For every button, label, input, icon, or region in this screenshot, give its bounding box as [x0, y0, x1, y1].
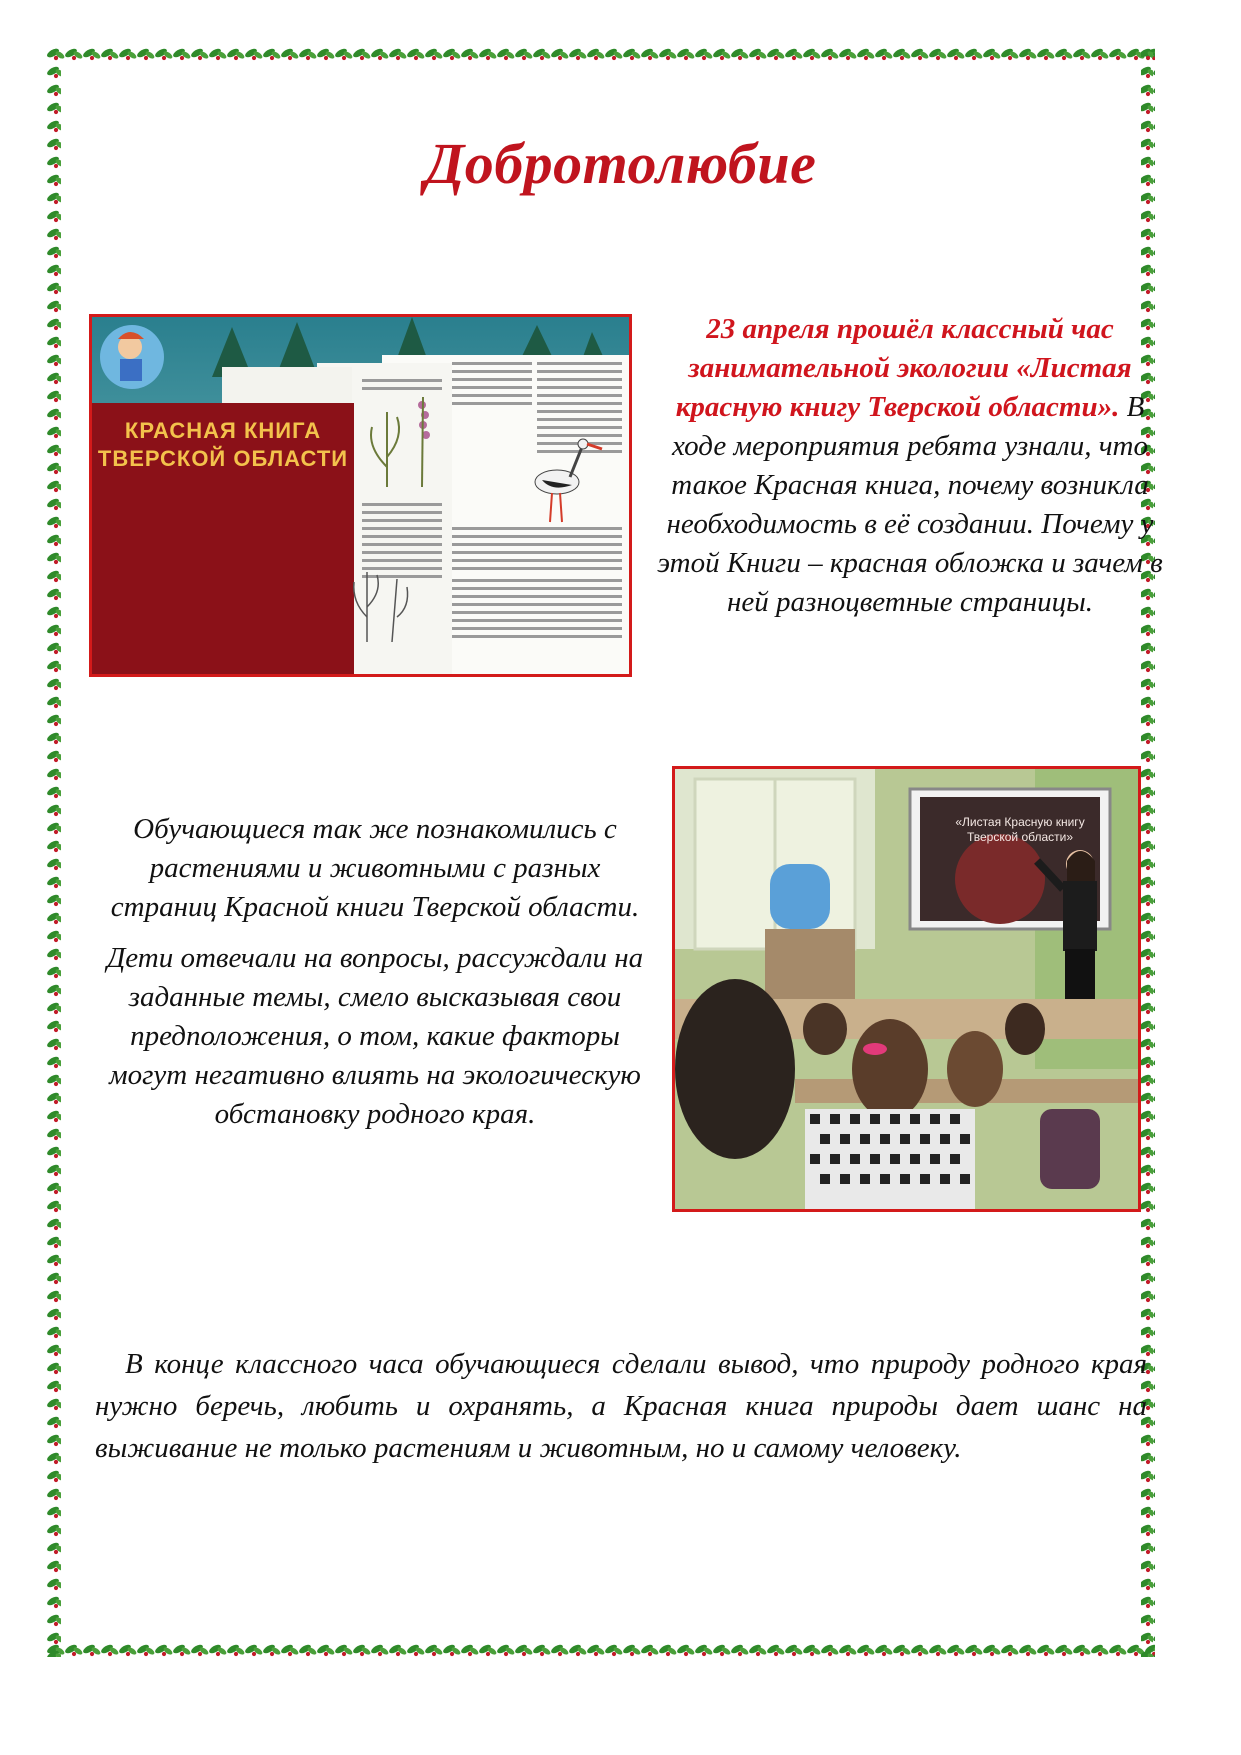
screen-title: «Листая Красную книгу Тверской области»	[955, 815, 1085, 844]
conclusion-paragraph: В конце классного часа обучающиеся сделали вывод, что природу родного края нужно беречь, любить и охранять, а Красная книга природы дает шанс на выживание не только растениям и животным, но и самому человеку.	[95, 1348, 1147, 1464]
page-title: Добротолюбие	[424, 131, 817, 196]
middle-paragraph-2: Дети отвечали на вопросы, рассуждали на заданные темы, смело высказывая свои предположения, о том, какие факторы могут негативно влиять на экологическую обстановку родного края.	[106, 942, 644, 1130]
classroom-photo	[672, 766, 1141, 1212]
intro-paragraph	[650, 310, 1170, 622]
intro-text: В ходе мероприятия ребята узнали, что такое Красная книга, почему возникла необходимость в её создании. Почему у этой Книги – красная обложка и зачем в ней разноцветные страницы.	[657, 391, 1163, 618]
middle-text	[95, 810, 655, 1146]
intro-red-text: 23 апреля прошёл классный час занимательной экологии «Листая красную книгу Тверской области».	[675, 313, 1132, 423]
book-cover-title: КРАСНАЯ КНИГА ТВЕРСКОЙ ОБЛАСТИ	[97, 418, 349, 471]
red-book-photo	[89, 314, 632, 677]
middle-paragraph-1: Обучающиеся так же познакомились с растениями и животными с разных страниц Красной книги Тверской области.	[110, 813, 640, 923]
